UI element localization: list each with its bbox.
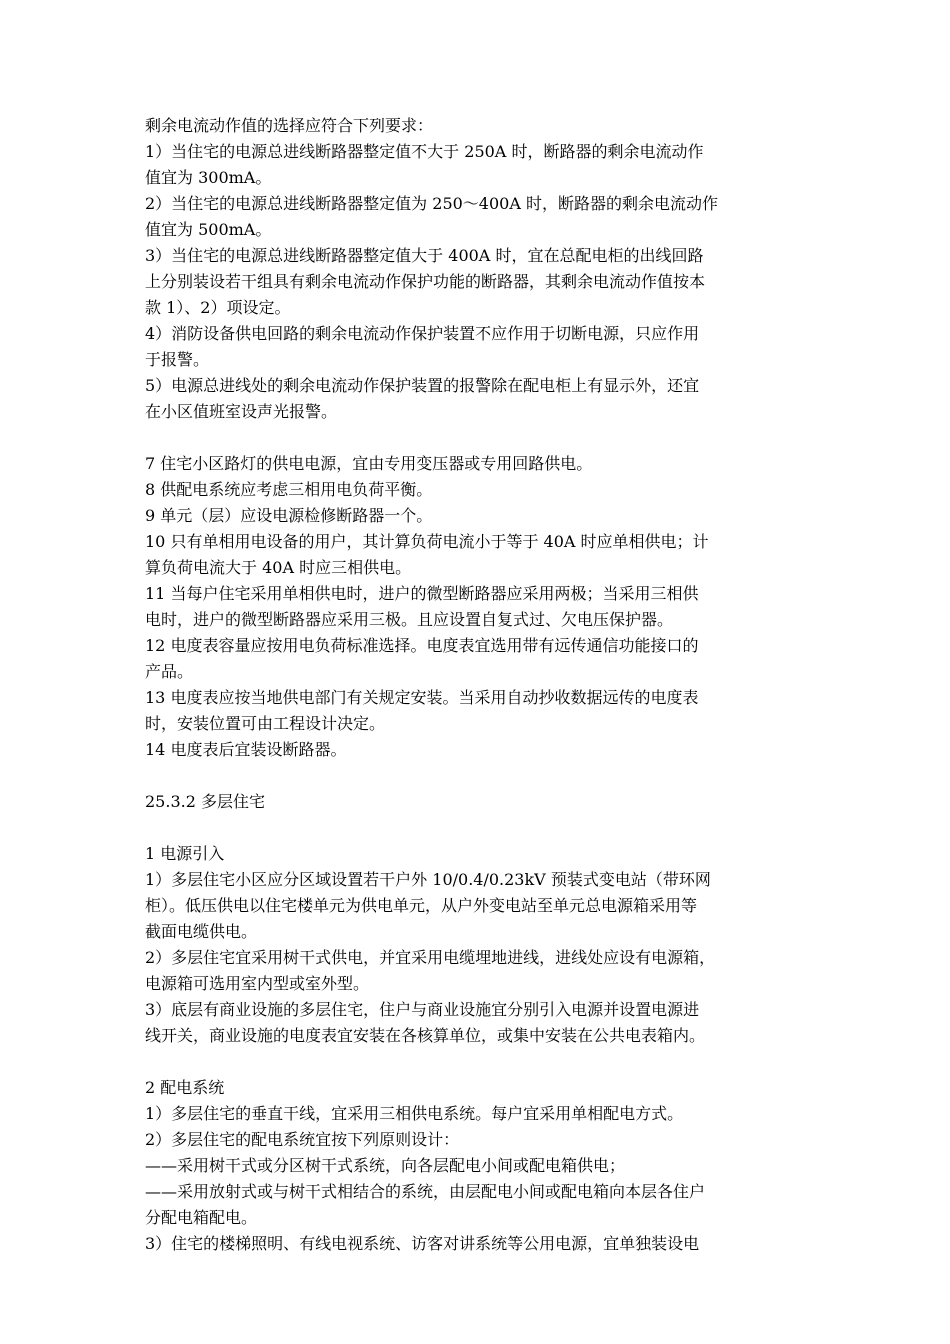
blank-line (145, 425, 815, 451)
text-line: 1 电源引入 (145, 844, 225, 863)
text-line: 产品。 (145, 662, 194, 681)
text-line: 14 电度表后宜装设断路器。 (145, 740, 347, 759)
text-line: 剩余电流动作值的选择应符合下列要求： (145, 116, 434, 135)
text-line: 1）当住宅的电源总进线断路器整定值不大于 250A 时，断路器的剩余电流动作 (145, 142, 704, 161)
text-line: 款 1）、2）项设定。 (145, 298, 291, 317)
blank-line (145, 1049, 815, 1075)
text-line: 在小区值班室设声光报警。 (145, 402, 338, 421)
text-line: 4）消防设备供电回路的剩余电流动作保护装置不应作用于切断电源，只应作用 (145, 324, 700, 343)
text-line: 8 供配电系统应考虑三相用电负荷平衡。 (145, 480, 433, 499)
document-body (145, 113, 815, 1257)
text-line: 2）当住宅的电源总进线断路器整定值为 250～400A 时，断路器的剩余电流动作 (145, 194, 718, 213)
text-line: 25.3.2 多层住宅 (145, 792, 265, 811)
text-line: 1）多层住宅小区应分区域设置若干户外 10/0.4/0.23kV 预装式变电站（带环网 (145, 870, 711, 889)
blank-line (145, 763, 815, 789)
text-line: 3）住宅的楼梯照明、有线电视系统、访客对讲系统等公用电源，宜单独装设电 (145, 1234, 700, 1253)
text-line: 2 配电系统 (145, 1078, 225, 1097)
text-line: 截面电缆供电。 (145, 922, 258, 941)
text-line: 10 只有单相用电设备的用户，其计算负荷电流小于等于 40A 时应单相供电；计 (145, 532, 709, 551)
text-line: 柜）。低压供电以住宅楼单元为供电单元，从户外变电站至单元总电源箱采用等 (145, 896, 698, 915)
text-line: 9 单元（层）应设电源检修断路器一个。 (145, 506, 433, 525)
text-line: ——采用树干式或分区树干式系统，向各层配电小间或配电箱供电； (145, 1156, 626, 1175)
blank-line (145, 815, 815, 841)
text-line: 1）多层住宅的垂直干线，宜采用三相供电系统。每户宜采用单相配电方式。 (145, 1104, 684, 1123)
text-line: 12 电度表容量应按用电负荷标准选择。电度表宜选用带有远传通信功能接口的 (145, 636, 699, 655)
text-line: 5）电源总进线处的剩余电流动作保护装置的报警除在配电柜上有显示外，还宜 (145, 376, 700, 395)
text-line: 3）当住宅的电源总进线断路器整定值大于 400A 时，宜在总配电柜的出线回路 (145, 246, 704, 265)
text-line: 线开关，商业设施的电度表宜安装在各核算单位，或集中安装在公共电表箱内。 (145, 1026, 706, 1045)
text-line: 11 当每户住宅采用单相供电时，进户的微型断路器应采用两极；当采用三相供 (145, 584, 699, 603)
text-line: 13 电度表应按当地供电部门有关规定安装。当采用自动抄收数据远传的电度表 (145, 688, 699, 707)
text-line: 上分别装设若干组具有剩余电流动作保护功能的断路器，其剩余电流动作值按本 (145, 272, 706, 291)
text-line: 时，安装位置可由工程设计决定。 (145, 714, 386, 733)
text-line: 值宜为 500mA。 (145, 220, 272, 239)
text-line: 值宜为 300mA。 (145, 168, 272, 187)
text-line: ——采用放射式或与树干式相结合的系统，由层配电小间或配电箱向本层各住户 (145, 1182, 706, 1201)
text-line: 2）多层住宅的配电系统宜按下列原则设计： (145, 1130, 460, 1149)
text-line: 于报警。 (145, 350, 210, 369)
text-line: 分配电箱配电。 (145, 1208, 258, 1227)
text-line: 3）底层有商业设施的多层住宅，住户与商业设施宜分别引入电源并设置电源进 (145, 1000, 700, 1019)
text-line: 电源箱可选用室内型或室外型。 (145, 974, 370, 993)
text-line: 算负荷电流大于 40A 时应三相供电。 (145, 558, 412, 577)
text-line: 7 住宅小区路灯的供电电源，宜由专用变压器或专用回路供电。 (145, 454, 593, 473)
text-line: 电时，进户的微型断路器应采用三极。且应设置自复式过、欠电压保护器。 (145, 610, 674, 629)
text-line: 2）多层住宅宜采用树干式供电，并宜采用电缆埋地进线，进线处应设有电源箱， (145, 948, 716, 967)
